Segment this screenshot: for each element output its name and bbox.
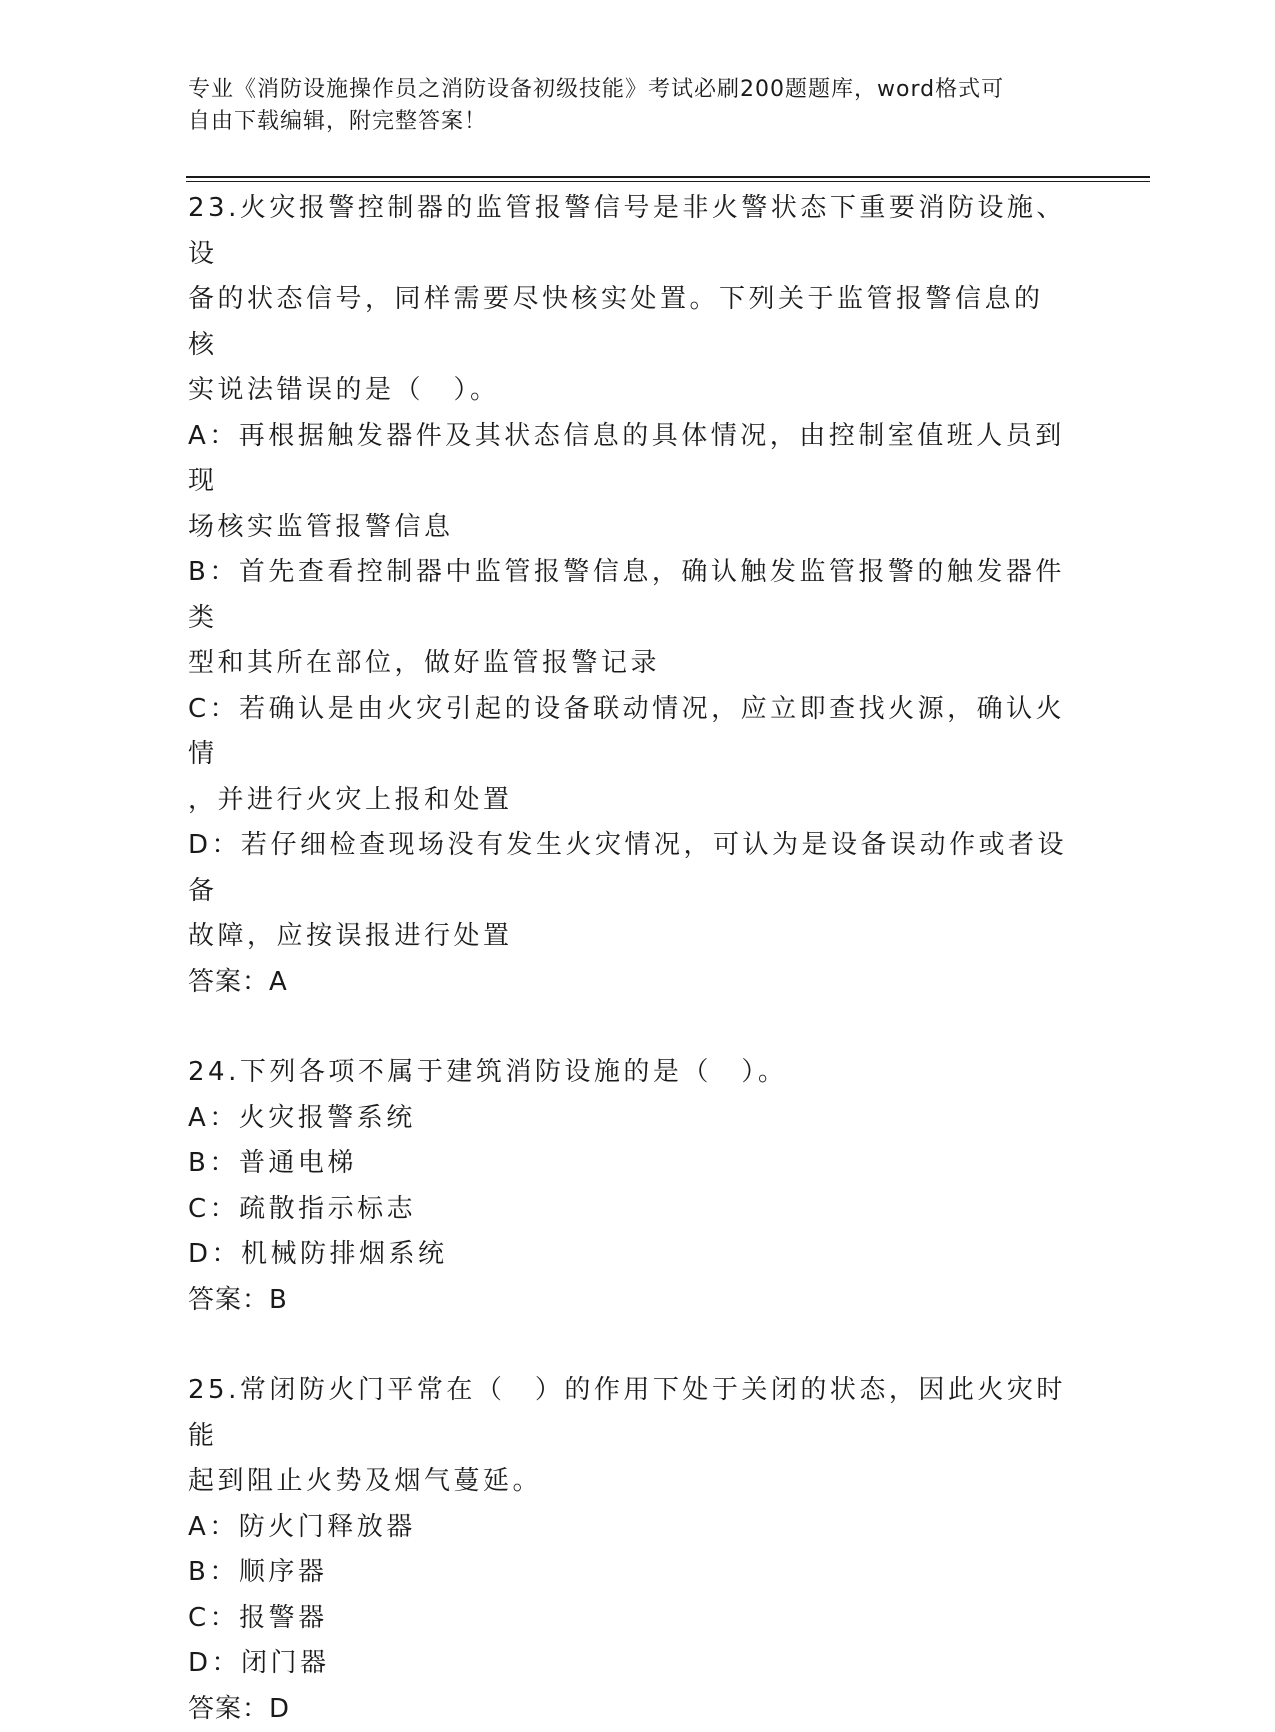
question-text-line: 实说法错误的是（ ）。	[188, 368, 1068, 414]
option-d: D：若仔细检查现场没有发生火灾情况，可认为是设备误动作或者设备	[188, 823, 1068, 914]
question-text-line: 23.火灾报警控制器的监管报警信号是非火警状态下重要消防设施、设	[188, 186, 1068, 277]
option-b: B：普通电梯	[188, 1141, 1068, 1187]
option-c-cont: ，并进行火灾上报和处置	[188, 778, 1068, 824]
option-c: C：疏散指示标志	[188, 1187, 1068, 1233]
option-c: C：若确认是由火灾引起的设备联动情况，应立即查找火源，确认火情	[188, 687, 1068, 778]
answer-label: 答案：D	[188, 1687, 1068, 1732]
option-a: A：火灾报警系统	[188, 1096, 1068, 1142]
option-d: D：机械防排烟系统	[188, 1232, 1068, 1278]
option-d-cont: 故障，应按误报进行处置	[188, 914, 1068, 960]
option-a-cont: 场核实监管报警信息	[188, 505, 1068, 551]
option-a: A：再根据触发器件及其状态信息的具体情况，由控制室值班人员到现	[188, 414, 1068, 505]
header-line-1: 专业《消防设施操作员之消防设备初级技能》考试必刷200题题库，word格式可	[188, 74, 1068, 106]
option-b-cont: 型和其所在部位，做好监管报警记录	[188, 641, 1068, 687]
header-divider-thin	[186, 181, 1150, 182]
question-text-line: 24.下列各项不属于建筑消防设施的是（ ）。	[188, 1050, 1068, 1096]
answer-label: 答案：B	[188, 1278, 1068, 1324]
answer-label: 答案：A	[188, 960, 1068, 1006]
header-line-2: 自由下载编辑，附完整答案！	[188, 106, 1068, 138]
option-b: B：顺序器	[188, 1550, 1068, 1596]
question-text-line: 25.常闭防火门平常在（ ）的作用下处于关闭的状态，因此火灾时能	[188, 1368, 1068, 1459]
question-24	[188, 1050, 1068, 1323]
question-23	[188, 186, 1068, 1005]
option-c: C：报警器	[188, 1596, 1068, 1642]
question-list	[188, 186, 1068, 1732]
question-25	[188, 1368, 1068, 1732]
header-divider-thick	[186, 176, 1150, 178]
question-text-line: 起到阻止火势及烟气蔓延。	[188, 1459, 1068, 1505]
option-b: B：首先查看控制器中监管报警信息，确认触发监管报警的触发器件类	[188, 550, 1068, 641]
document-header	[188, 74, 1068, 138]
option-d: D：闭门器	[188, 1641, 1068, 1687]
question-text-line: 备的状态信号，同样需要尽快核实处置。下列关于监管报警信息的核	[188, 277, 1068, 368]
option-a: A：防火门释放器	[188, 1505, 1068, 1551]
